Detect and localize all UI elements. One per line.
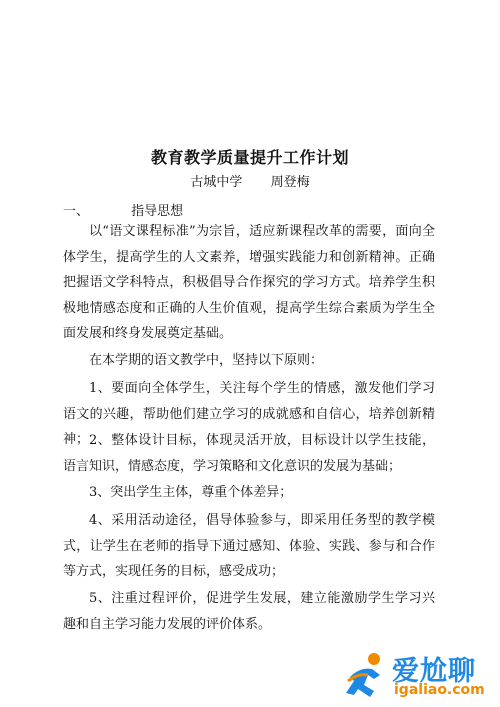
paragraph-principle-3: 3、突出学生主体，尊重个体差异； [89, 485, 293, 500]
watermark [344, 649, 494, 701]
runner-logo-icon [344, 651, 390, 699]
section-heading [63, 200, 183, 219]
section-number: 一、 [63, 204, 90, 219]
watermark-url: igaliao.com [394, 682, 485, 698]
author-line [0, 171, 500, 190]
watermark-name: 爱尬聊 [392, 656, 476, 687]
paragraph-principle-4: 4、采用活动途径，倡导体验参与，即采用任务型的教学模式，让学生在老师的指导下通过感知、体验、实践、参与和合作等方式，实现任务的目标，感受成功； [63, 513, 435, 579]
paragraph-purpose: 以“语文课程标准”为宗旨，适应新课程改革的需要，面向全体学生，提高学生的人文素养，增强实践能力和创新精神。正确把握语文学科特点，积极倡导合作探究的学习方式。培养学生积极地情感态度和正确的人生价值观，提高学生综合素质为学生全面发展和终身发展奠定基础。 [63, 224, 435, 341]
paragraph-principle-5: 5、注重过程评价，促进学生发展，建立能激励学生学习兴趣和自主学习能力发展的评价体系。 [63, 591, 435, 632]
school-name: 古城中学 [190, 175, 243, 190]
paragraph-principle-1: 1、要面向全体学生，关注每个学生的情感，激发他们学习语文的兴趣，帮助他们建立学习的成就感和自信心，培养创新精神； [63, 381, 435, 447]
document-title: 教育教学质量提升工作计划 [150, 148, 349, 167]
paragraph-principles-intro: 在本学期的语文教学中，坚持以下原则： [89, 353, 324, 368]
author-name: 周登梅 [270, 175, 310, 190]
paragraph-principle-2: 2、整体设计目标，体现灵活开放，目标设计以学生技能，语言知识，情感态度，学习策略和文化意识的发展为基础； [63, 433, 435, 474]
section-title: 指导思想 [131, 204, 184, 219]
